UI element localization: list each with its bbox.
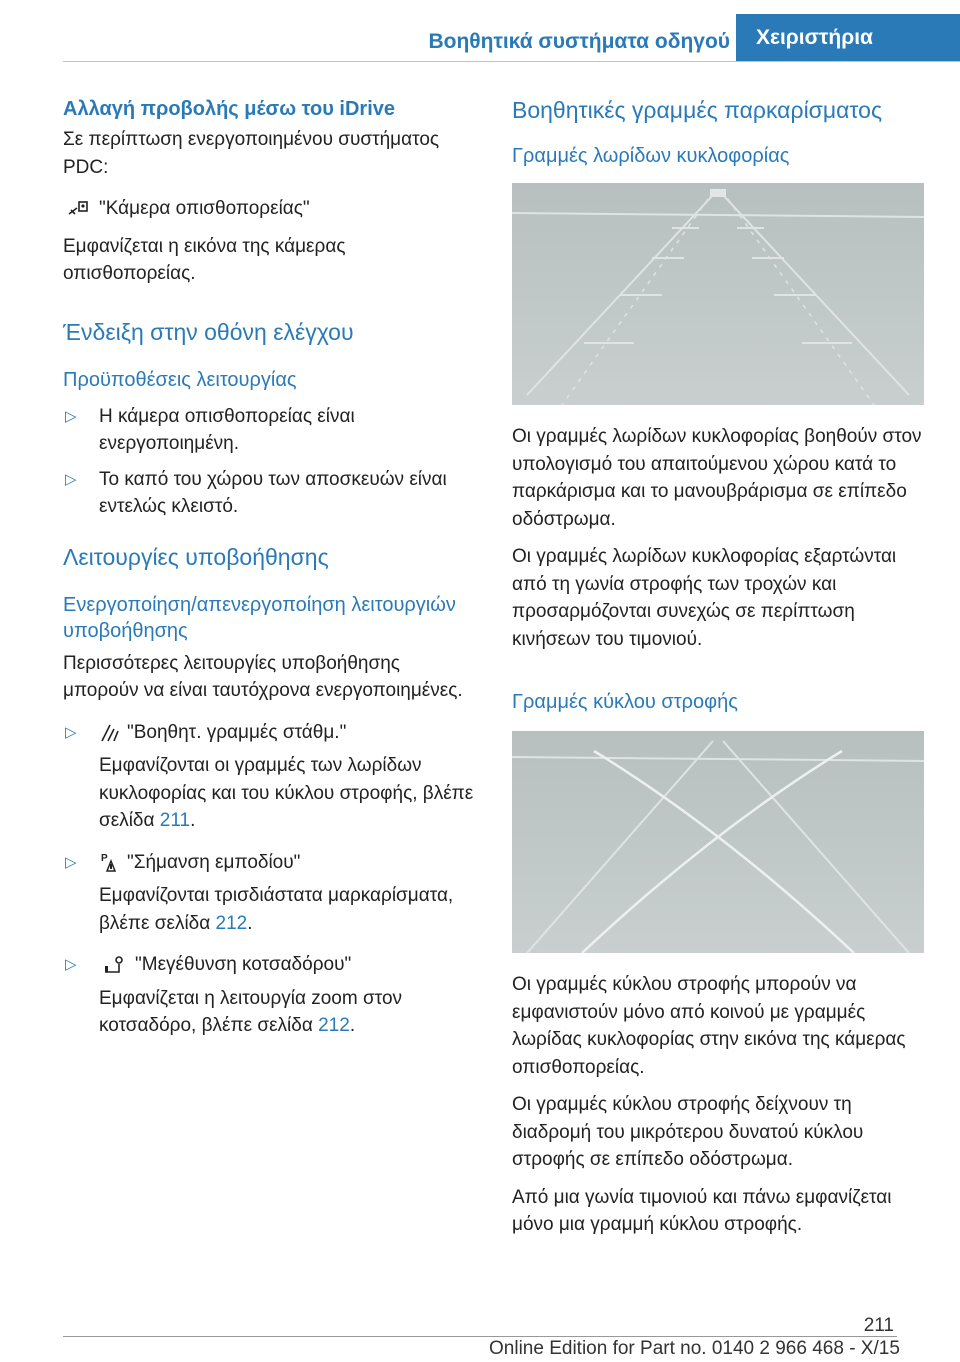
list-item: ▷ Η κάμερα οπισθοπορείας είναι ενεργοποιημένη.	[63, 403, 475, 458]
right-column	[512, 96, 924, 1249]
bullet-triangle-icon: ▷	[65, 407, 77, 425]
camera-option	[63, 195, 475, 223]
header-rule	[63, 61, 960, 62]
rear-camera-icon	[63, 198, 93, 220]
page-link-211[interactable]: 211	[159, 810, 191, 831]
header-chapter-tab: Χειριστήρια	[736, 14, 960, 62]
text-turning-1: Οι γραμμές κύκλου στροφής μπορούν να εμφανιστούν μόνο από κοινού με γραμμές λωρίδας κυκλοφορίας στην εικόνα της κάμερας οπισθοπορείας.	[512, 974, 906, 1078]
bullet-triangle-icon: ▷	[65, 470, 77, 488]
list-item-hitch-zoom: ▷ "Μεγέθυνση κοτσαδόρου" Εμφανίζεται η λειτουργία zoom στον κοτσαδόρο, βλέπε σελίδα 212.	[63, 951, 475, 1040]
heading-lane-lines: Γραμμές λωρίδων κυκλοφορίας	[512, 145, 790, 167]
left-column	[63, 96, 475, 1048]
list-item: ▷ Το καπό του χώρου των αποσκευών είναι εντελώς κλειστό.	[63, 466, 475, 521]
page-header	[0, 0, 960, 62]
text-turning-3: Από μια γωνία τιμονιού και πάνω εμφανίζεται μόνο μια γραμμή κύκλου στροφής.	[512, 1186, 892, 1235]
edition-footer: Online Edition for Part no. 0140 2 966 468 - X/15	[489, 1338, 900, 1359]
lane-lines-image	[512, 183, 924, 405]
page-link-212[interactable]: 212	[215, 912, 248, 934]
page-link-212-b[interactable]: 212	[318, 1015, 350, 1036]
bullet-triangle-icon: ▷	[65, 853, 77, 871]
header-section-title: Βοηθητικά συστήματα οδηγού	[428, 30, 730, 53]
footer-rule	[63, 1336, 897, 1337]
prerequisites-list	[63, 403, 475, 521]
parking-lines-icon	[99, 721, 121, 743]
assist-functions-list	[63, 719, 475, 1040]
list-item-parking-lines: ▷ "Βοηθητ. γραμμές στάθμ." Εμφανίζονται οι γραμμές των λωρίδων κυκλοφορίας και του κύκλου στροφής, βλέπε σελίδα 211.	[63, 719, 475, 835]
heading-parking-lines: Βοηθητικές γραμμές παρκαρίσματος	[512, 97, 883, 123]
heading-assist-functions: Λειτουργίες υποβοήθησης	[63, 543, 329, 570]
bullet-triangle-icon: ▷	[65, 956, 77, 973]
trailer-hitch-icon	[99, 954, 129, 976]
heading-idrive: Αλλαγή προβολής μέσω του iDrive	[63, 98, 396, 120]
heading-display: Ένδειξη στην οθόνη ελέγχου	[63, 318, 354, 345]
bullet-triangle-icon: ▷	[65, 723, 77, 741]
turning-circle-image	[512, 731, 924, 953]
text-image-shown: Εμφανίζεται η εικόνα της κάμερας οπισθοπορείας.	[63, 235, 346, 284]
list-item-obstacle-marking: ▷ P "Σήμανση εμποδίου" Εμφανίζονται τρισδιάστατα μαρκαρίσματα, βλέπε σελίδα 212.	[63, 849, 475, 938]
heading-prerequisites: Προϋποθέσεις λειτουργίας	[63, 368, 297, 391]
heading-toggle-functions: Ενεργοποίηση/απενεργοποίηση λειτουργιών υποβοήθησης	[63, 593, 456, 642]
text-multiple-functions: Περισσότερες λειτουργίες υποβοήθησης μπορούν να είναι ταυτόχρονα ενεργοποιημένες.	[63, 652, 463, 701]
camera-option-label: "Κάμερα οπισθοπορείας"	[99, 198, 310, 219]
page-number: 211	[863, 1315, 894, 1336]
obstacle-marking-icon	[99, 851, 121, 873]
text-turning-2: Οι γραμμές κύκλου στροφής δείχνουν τη διαδρομή του μικρότερου δυνατού κύκλου στροφής σε επίπεδο οδόστρωμα.	[512, 1094, 864, 1170]
text-lane-lines-2: Οι γραμμές λωρίδων κυκλοφορίας εξαρτώνται από τη γωνία στροφής των τροχών και προσαρμόζονται συνεχώς σε περίπτωση κινήσεων του τιμονιού.	[512, 546, 897, 650]
svg-text:P: P	[101, 853, 108, 865]
text-pdc-condition: Σε περίπτωση ενεργοποιημένου συστήματος PDC:	[63, 129, 440, 178]
heading-turning-lines: Γραμμές κύκλου στροφής	[512, 691, 738, 713]
text-lane-lines-1: Οι γραμμές λωρίδων κυκλοφορίας βοηθούν στον υπολογισμό του απαιτούμενου χώρου κατά το παρκάρισμα και το μανουβράρισμα σε επίπεδο οδόστρωμα.	[512, 426, 922, 530]
